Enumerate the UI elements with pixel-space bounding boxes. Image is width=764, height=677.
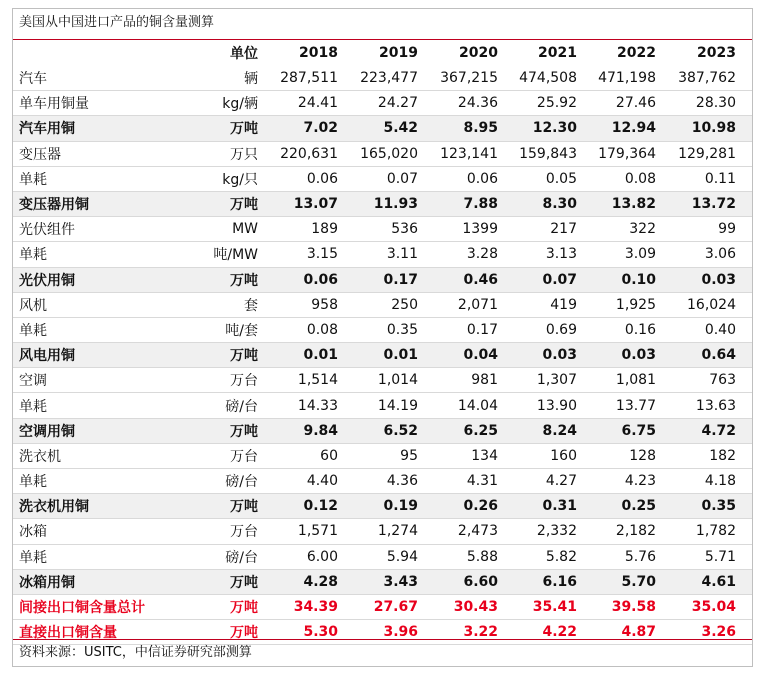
value-cell: 0.26 (463, 498, 498, 515)
value-cell: 0.31 (542, 498, 577, 515)
value-cell: 6.00 (306, 548, 338, 565)
value-cell: 1,307 (536, 372, 577, 389)
row-unit: kg/辆 (222, 96, 258, 113)
value-cell: 24.27 (377, 95, 418, 112)
value-cell: 4.87 (621, 624, 656, 641)
value-cell: 24.41 (297, 95, 338, 112)
value-cell: 1,782 (695, 523, 736, 540)
value-cell: 0.08 (624, 170, 656, 187)
value-cell: 4.31 (466, 473, 498, 490)
value-cell: 0.11 (704, 170, 736, 187)
row-label: 单耗 (19, 398, 47, 415)
value-cell: 536 (391, 221, 418, 238)
header-year: 2021 (538, 45, 577, 61)
table-frame (12, 8, 753, 667)
value-cell: 0.35 (701, 498, 736, 515)
row-label: 洗衣机用铜 (19, 499, 89, 516)
value-cell: 6.60 (463, 573, 498, 590)
value-cell: 27.46 (615, 95, 656, 112)
value-cell: 159,843 (519, 145, 577, 162)
value-cell: 13.90 (536, 397, 577, 414)
header-year: 2023 (697, 45, 736, 61)
value-cell: 981 (471, 372, 498, 389)
table-row (13, 545, 752, 570)
value-cell: 220,631 (280, 145, 338, 162)
row-unit: 万吨 (230, 574, 258, 591)
value-cell: 13.77 (615, 397, 656, 414)
value-cell: 0.05 (545, 170, 577, 187)
value-cell: 6.75 (621, 422, 656, 439)
value-cell: 12.30 (532, 120, 577, 137)
subtotal-row (13, 494, 752, 519)
value-cell: 1,925 (615, 296, 656, 313)
value-cell: 5.42 (383, 120, 418, 137)
row-label: 汽车用铜 (19, 121, 75, 138)
value-cell: 4.22 (542, 624, 577, 641)
value-cell: 3.28 (466, 246, 498, 263)
value-cell: 14.19 (377, 397, 418, 414)
value-cell: 14.04 (457, 397, 498, 414)
table-row (13, 519, 752, 544)
value-cell: 223,477 (360, 70, 418, 87)
row-label: 单耗 (19, 474, 47, 491)
value-cell: 0.17 (383, 271, 418, 288)
value-cell: 3.43 (383, 573, 418, 590)
value-cell: 16,024 (687, 296, 736, 313)
row-unit: 万吨 (230, 197, 258, 214)
row-label: 洗衣机 (19, 448, 61, 465)
table-row (13, 217, 752, 242)
value-cell: 95 (400, 447, 418, 464)
value-cell: 0.64 (701, 347, 736, 364)
value-cell: 27.67 (373, 599, 418, 616)
value-cell: 4.27 (545, 473, 577, 490)
row-label: 单耗 (19, 247, 47, 264)
value-cell: 7.88 (463, 196, 498, 213)
subtotal-row (13, 343, 752, 368)
value-cell: 99 (718, 221, 736, 238)
value-cell: 6.16 (542, 573, 577, 590)
value-cell: 3.96 (383, 624, 418, 641)
value-cell: 13.63 (695, 397, 736, 414)
value-cell: 0.40 (704, 321, 736, 338)
value-cell: 39.58 (611, 599, 656, 616)
value-cell: 10.98 (691, 120, 736, 137)
value-cell: 5.70 (621, 573, 656, 590)
value-cell: 3.06 (704, 246, 736, 263)
value-cell: 3.15 (306, 246, 338, 263)
row-label: 间接出口铜含量总计 (19, 600, 145, 617)
value-cell: 2,473 (457, 523, 498, 540)
value-cell: 7.02 (303, 120, 338, 137)
row-unit: MW (232, 221, 258, 238)
value-cell: 3.11 (386, 246, 418, 263)
value-cell: 0.16 (624, 321, 656, 338)
value-cell: 1,081 (615, 372, 656, 389)
row-label: 单车用铜量 (19, 96, 89, 113)
value-cell: 4.18 (704, 473, 736, 490)
value-cell: 129,281 (678, 145, 736, 162)
table-row (13, 91, 752, 116)
value-cell: 322 (629, 221, 656, 238)
value-cell: 182 (709, 447, 736, 464)
value-cell: 5.88 (466, 548, 498, 565)
table-row (13, 167, 752, 192)
value-cell: 11.93 (373, 196, 418, 213)
value-cell: 5.94 (386, 548, 418, 565)
value-cell: 958 (311, 296, 338, 313)
table-row (13, 469, 752, 494)
value-cell: 0.10 (621, 271, 656, 288)
row-label: 单耗 (19, 322, 47, 339)
value-cell: 134 (471, 447, 498, 464)
value-cell: 34.39 (293, 599, 338, 616)
value-cell: 474,508 (519, 70, 577, 87)
row-label: 风电用铜 (19, 348, 75, 365)
row-unit: kg/只 (222, 171, 258, 188)
value-cell: 123,141 (440, 145, 498, 162)
row-unit: 万吨 (230, 121, 258, 138)
value-cell: 4.72 (701, 422, 736, 439)
value-cell: 0.07 (542, 271, 577, 288)
row-unit: 套 (244, 297, 258, 314)
value-cell: 0.06 (306, 170, 338, 187)
value-cell: 13.07 (293, 196, 338, 213)
header-year: 2018 (299, 45, 338, 61)
value-cell: 2,182 (615, 523, 656, 540)
row-unit: 万吨 (230, 423, 258, 440)
value-cell: 0.04 (463, 347, 498, 364)
row-unit: 磅/台 (225, 398, 258, 415)
value-cell: 1,274 (377, 523, 418, 540)
table-row (13, 368, 752, 393)
header-year: 2019 (379, 45, 418, 61)
value-cell: 14.33 (297, 397, 338, 414)
value-cell: 13.72 (691, 196, 736, 213)
value-cell: 0.01 (303, 347, 338, 364)
value-cell: 387,762 (678, 70, 736, 87)
value-cell: 3.22 (463, 624, 498, 641)
subtotal-row (13, 192, 752, 217)
value-cell: 0.06 (466, 170, 498, 187)
row-unit: 万吨 (230, 499, 258, 516)
value-cell: 2,071 (457, 296, 498, 313)
value-cell: 0.35 (386, 321, 418, 338)
table-header-row (13, 41, 752, 65)
value-cell: 1,514 (297, 372, 338, 389)
value-cell: 1399 (462, 221, 498, 238)
row-label: 光伏用铜 (19, 272, 75, 289)
row-label: 单耗 (19, 549, 47, 566)
header-year: 2020 (459, 45, 498, 61)
table-body (13, 66, 752, 645)
value-cell: 165,020 (360, 145, 418, 162)
value-cell: 4.36 (386, 473, 418, 490)
value-cell: 0.69 (545, 321, 577, 338)
value-cell: 4.28 (303, 573, 338, 590)
value-cell: 128 (629, 447, 656, 464)
value-cell: 1,571 (297, 523, 338, 540)
value-cell: 0.19 (383, 498, 418, 515)
row-label: 光伏组件 (19, 222, 75, 239)
row-unit: 万台 (230, 373, 258, 390)
row-unit: 万吨 (230, 348, 258, 365)
value-cell: 0.46 (463, 271, 498, 288)
table-title: 美国从中国进口产品的铜含量测算 (19, 15, 215, 30)
value-cell: 217 (550, 221, 577, 238)
header-unit: 单位 (230, 46, 258, 62)
value-cell: 763 (709, 372, 736, 389)
row-label: 风机 (19, 297, 47, 314)
value-cell: 0.06 (303, 271, 338, 288)
value-cell: 5.82 (545, 548, 577, 565)
value-cell: 6.25 (463, 422, 498, 439)
value-cell: 471,198 (598, 70, 656, 87)
row-label: 变压器 (19, 146, 61, 163)
summary-row (13, 595, 752, 620)
footer-divider (13, 639, 752, 640)
source-note: 资料来源：USITC，中信证券研究部测算 (19, 645, 252, 660)
value-cell: 0.07 (386, 170, 418, 187)
value-cell: 0.17 (466, 321, 498, 338)
table-row (13, 293, 752, 318)
value-cell: 60 (320, 447, 338, 464)
table-row (13, 393, 752, 418)
row-unit: 万吨 (230, 272, 258, 289)
value-cell: 250 (391, 296, 418, 313)
table-row (13, 242, 752, 267)
value-cell: 179,364 (598, 145, 656, 162)
value-cell: 3.26 (701, 624, 736, 641)
row-label: 直接出口铜含量 (19, 625, 117, 642)
row-unit: 磅/台 (225, 549, 258, 566)
subtotal-row (13, 419, 752, 444)
value-cell: 0.01 (383, 347, 418, 364)
value-cell: 25.92 (536, 95, 577, 112)
row-unit: 万吨 (230, 625, 258, 642)
value-cell: 3.13 (545, 246, 577, 263)
value-cell: 5.71 (704, 548, 736, 565)
value-cell: 160 (550, 447, 577, 464)
value-cell: 419 (550, 296, 577, 313)
title-divider (13, 39, 752, 40)
row-label: 变压器用铜 (19, 197, 89, 214)
value-cell: 6.52 (383, 422, 418, 439)
row-unit: 万吨 (230, 600, 258, 617)
row-unit: 辆 (244, 71, 258, 88)
row-label: 空调 (19, 373, 47, 390)
row-unit: 吨/套 (225, 322, 258, 339)
row-label: 冰箱 (19, 524, 47, 541)
value-cell: 2,332 (536, 523, 577, 540)
row-label: 冰箱用铜 (19, 574, 75, 591)
value-cell: 4.23 (624, 473, 656, 490)
value-cell: 0.03 (621, 347, 656, 364)
row-unit: 万台 (230, 448, 258, 465)
value-cell: 8.24 (542, 422, 577, 439)
subtotal-row (13, 268, 752, 293)
value-cell: 5.76 (624, 548, 656, 565)
table-row (13, 444, 752, 469)
value-cell: 24.36 (457, 95, 498, 112)
row-label: 汽车 (19, 71, 47, 88)
value-cell: 9.84 (303, 422, 338, 439)
row-unit: 磅/台 (225, 474, 258, 491)
table-row (13, 66, 752, 91)
subtotal-row (13, 570, 752, 595)
value-cell: 287,511 (280, 70, 338, 87)
summary-row (13, 620, 752, 645)
row-unit: 万只 (230, 146, 258, 163)
value-cell: 0.08 (306, 321, 338, 338)
value-cell: 8.95 (463, 120, 498, 137)
header-year: 2022 (617, 45, 656, 61)
value-cell: 189 (311, 221, 338, 238)
table-row (13, 142, 752, 167)
value-cell: 3.09 (624, 246, 656, 263)
value-cell: 0.03 (542, 347, 577, 364)
value-cell: 8.30 (542, 196, 577, 213)
value-cell: 4.40 (306, 473, 338, 490)
value-cell: 12.94 (611, 120, 656, 137)
value-cell: 35.41 (532, 599, 577, 616)
value-cell: 5.30 (303, 624, 338, 641)
row-label: 空调用铜 (19, 423, 75, 440)
value-cell: 367,215 (440, 70, 498, 87)
value-cell: 1,014 (377, 372, 418, 389)
row-unit: 万台 (230, 524, 258, 541)
row-unit: 吨/MW (213, 247, 258, 264)
value-cell: 35.04 (691, 599, 736, 616)
value-cell: 0.12 (303, 498, 338, 515)
value-cell: 4.61 (701, 573, 736, 590)
value-cell: 0.25 (621, 498, 656, 515)
row-label: 单耗 (19, 171, 47, 188)
value-cell: 30.43 (453, 599, 498, 616)
subtotal-row (13, 116, 752, 141)
value-cell: 0.03 (701, 271, 736, 288)
table-row (13, 318, 752, 343)
value-cell: 13.82 (611, 196, 656, 213)
value-cell: 28.30 (695, 95, 736, 112)
